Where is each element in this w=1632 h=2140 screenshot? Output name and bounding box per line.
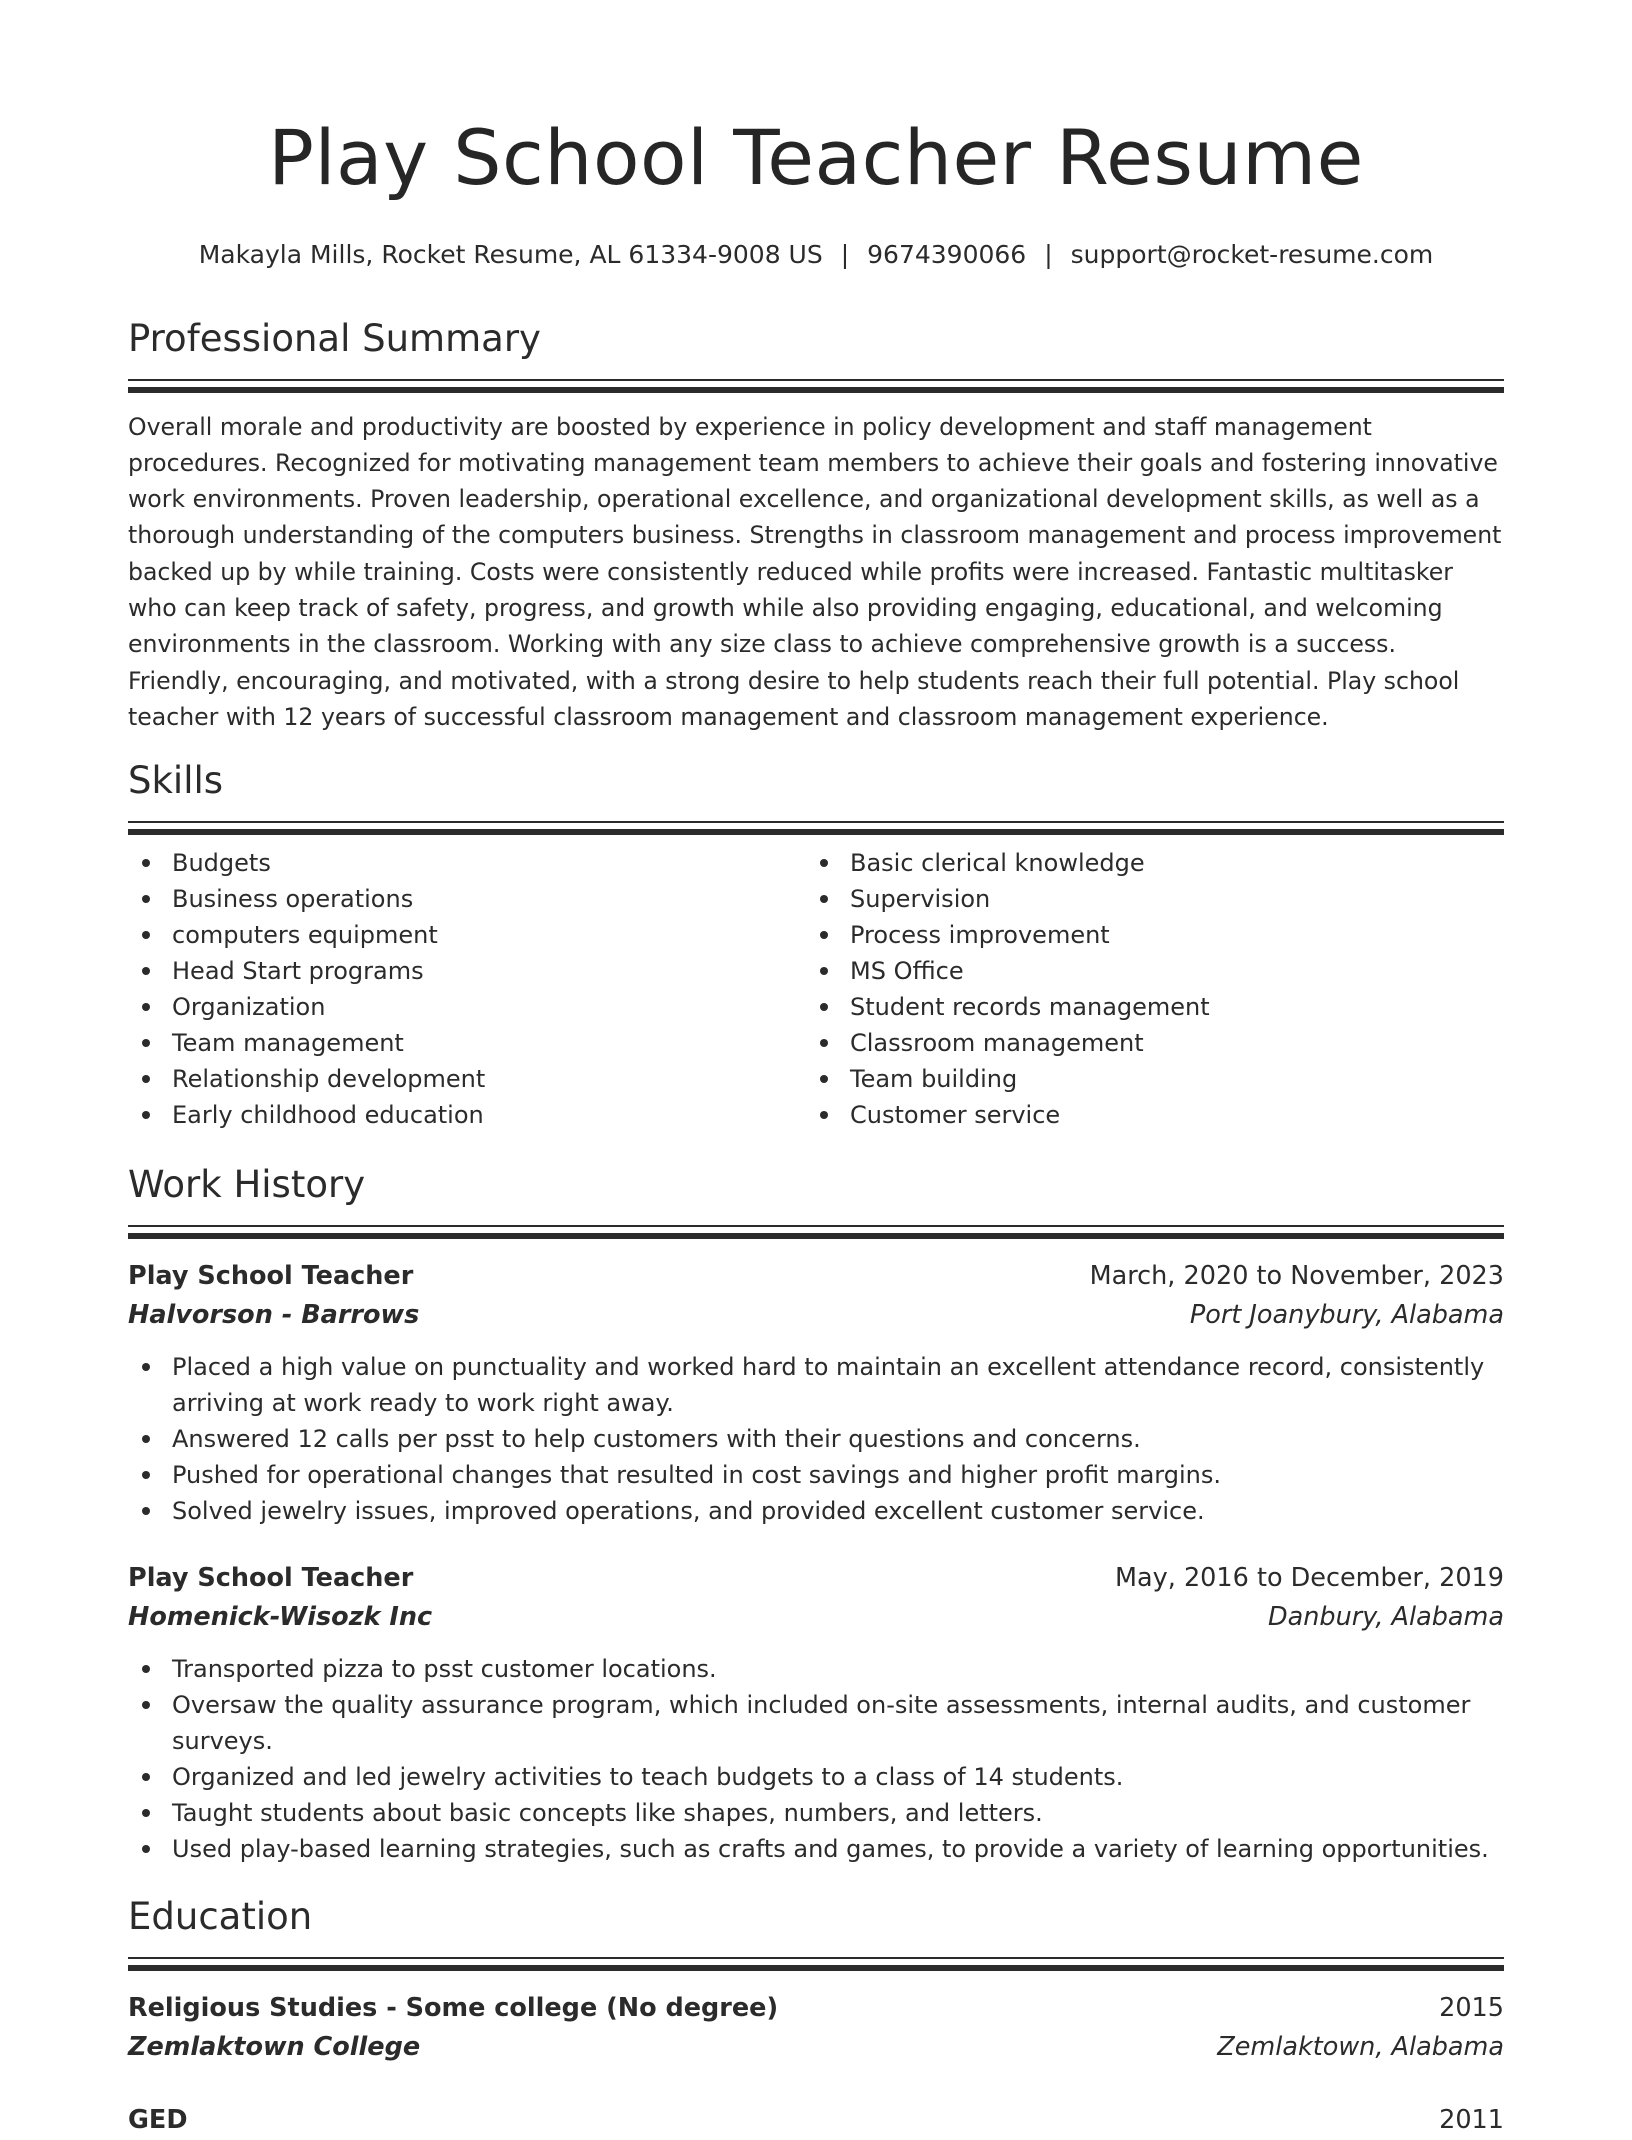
section-heading: Skills: [128, 759, 224, 802]
job-company: Homenick-Wisozk Inc: [128, 1601, 433, 1632]
job-location: Danbury, Alabama: [1267, 1601, 1504, 1632]
education-header-row: [128, 1989, 1504, 2028]
education-year: 2011: [1439, 2104, 1504, 2135]
education-degree: GED: [128, 2104, 188, 2135]
job-bullets: [128, 1349, 1504, 1529]
skill-item: Head Start programs: [128, 953, 806, 989]
education-location: Zemlaktown, Alabama: [1217, 2031, 1504, 2062]
education-entry: [128, 2101, 1504, 2140]
contact-address: Makayla Mills, Rocket Resume, AL 61334-9008 US: [198, 240, 823, 269]
skill-item: Process improvement: [806, 917, 1484, 953]
resume-title: Play School Teacher Resume: [268, 113, 1364, 202]
skill-item: MS Office: [806, 953, 1484, 989]
section-heading: Work History: [128, 1163, 366, 1206]
job-title: Play School Teacher: [128, 1260, 414, 1291]
skill-item: Organization: [128, 989, 806, 1025]
contact-line: [128, 240, 1504, 270]
skill-item: Classroom management: [806, 1025, 1484, 1061]
skill-item: Team management: [128, 1025, 806, 1061]
job-header-row: [128, 1559, 1504, 1598]
job-header-row: [128, 1257, 1504, 1296]
skill-item: Supervision: [806, 881, 1484, 917]
skill-item: Early childhood education: [128, 1097, 806, 1133]
skill-item: Budgets: [128, 845, 806, 881]
skill-item: computers equipment: [128, 917, 806, 953]
work-history-section: [128, 1164, 1504, 1867]
skill-item: Student records management: [806, 989, 1484, 1025]
section-divider: [128, 379, 1504, 393]
job-company-row: [128, 1296, 1504, 1335]
section-divider: [128, 821, 1504, 835]
skill-item: Relationship development: [128, 1061, 806, 1097]
education-degree: Religious Studies - Some college (No degree): [128, 1992, 779, 2023]
job-bullet: Solved jewelry issues, improved operations, and provided excellent customer service.: [128, 1493, 1504, 1529]
job-dates: May, 2016 to December, 2019: [1115, 1562, 1504, 1593]
skills-section: [128, 760, 1504, 1133]
education-entry: [128, 1989, 1504, 2067]
skill-item: Business operations: [128, 881, 806, 917]
job-bullet: Taught students about basic concepts like shapes, numbers, and letters.: [128, 1795, 1504, 1831]
contact-separator: |: [840, 240, 850, 269]
job-bullet: Transported pizza to psst customer locations.: [128, 1651, 1504, 1687]
skill-item: Customer service: [806, 1097, 1484, 1133]
job-bullet: Used play-based learning strategies, such as crafts and games, to provide a variety of learning opportunities.: [128, 1831, 1504, 1867]
contact-email: support@rocket-resume.com: [1070, 240, 1434, 269]
job-bullet: Organized and led jewelry activities to teach budgets to a class of 14 students.: [128, 1759, 1504, 1795]
summary-section: [128, 318, 1504, 735]
education-section: [128, 1896, 1504, 2140]
job-bullet: Placed a high value on punctuality and worked hard to maintain an excellent attendance record, consistently arriving at work ready to work right away.: [128, 1349, 1504, 1421]
section-divider: [128, 1957, 1504, 1971]
job-entry: [128, 1257, 1504, 1529]
skill-item: Team building: [806, 1061, 1484, 1097]
section-divider: [128, 1225, 1504, 1239]
contact-phone: 9674390066: [867, 240, 1027, 269]
job-company-row: [128, 1598, 1504, 1637]
contact-separator: |: [1044, 240, 1053, 269]
job-bullets: [128, 1651, 1504, 1867]
job-bullet: Oversaw the quality assurance program, which included on-site assessments, internal audits, and customer surveys.: [128, 1687, 1504, 1759]
education-school: Zemlaktown College: [128, 2031, 421, 2062]
education-school-row: [128, 2028, 1504, 2067]
education-header-row: [128, 2101, 1504, 2140]
skills-list-right: [806, 845, 1484, 1133]
skills-list-left: [128, 845, 806, 1133]
job-location: Port Joanybury, Alabama: [1189, 1299, 1504, 1330]
job-company: Halvorson - Barrows: [128, 1299, 420, 1330]
job-dates: March, 2020 to November, 2023: [1089, 1260, 1504, 1291]
section-heading: Professional Summary: [128, 317, 541, 360]
job-entry: [128, 1559, 1504, 1867]
education-year: 2015: [1439, 1992, 1504, 2023]
section-heading: Education: [128, 1895, 313, 1938]
skill-item: Basic clerical knowledge: [806, 845, 1484, 881]
job-title: Play School Teacher: [128, 1562, 414, 1593]
job-bullet: Answered 12 calls per psst to help customers with their questions and concerns.: [128, 1421, 1504, 1457]
summary-text: Overall morale and productivity are boosted by experience in policy development and staff management procedures. Recognized for motivating management team members to achieve their goals and fostering innovative work environments. Proven leadership, operational excellence, and organizational development skills, as well as a thorough understanding of the computers business. Strengths in classroom management and process improvement backed up by while training. Costs were consistently reduced while profits were increased. Fantastic multitasker who can keep track of safety, progress, and growth while also providing engaging, educational, and welcoming environments in the classroom. Working with any size class to achieve comprehensive growth is a success. Friendly, encouraging, and motivated, with a strong desire to help students reach their full potential. Play school teacher with 12 years of successful classroom management and classroom management experience.: [128, 412, 1502, 731]
skills-columns: [128, 845, 1504, 1133]
job-bullet: Pushed for operational changes that resulted in cost savings and higher profit margins.: [128, 1457, 1504, 1493]
